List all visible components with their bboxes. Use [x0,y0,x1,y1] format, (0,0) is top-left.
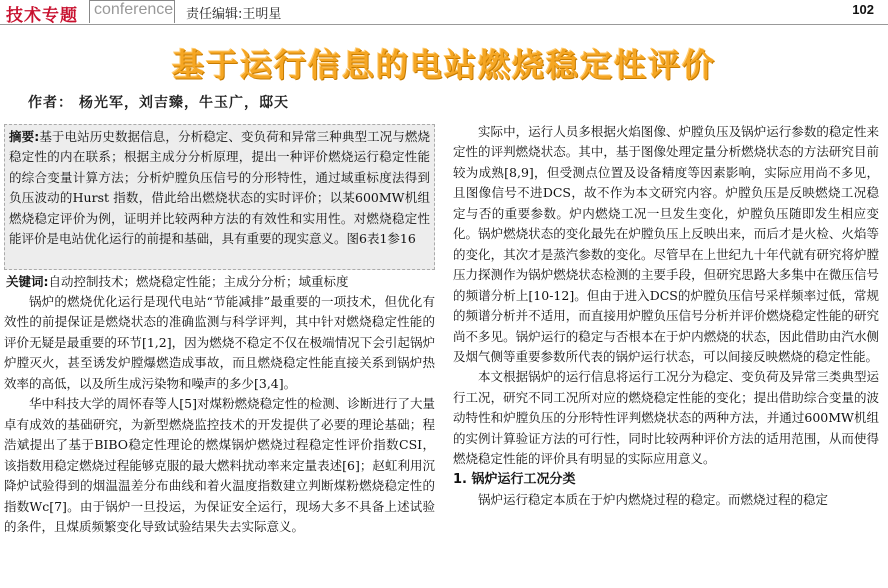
keywords-label: 关键词: [6,274,49,289]
body-paragraph: 锅炉的燃烧优化运行是现代电站“节能减排”最重要的一项技术，但优化有效性的前提保证是燃烧状态的准确监测与科学评判，其中针对燃烧稳定性能的评价无疑是最重要的环节[1,2]，因为燃烧不稳定不仅在极端情况下会引起锅炉炉膛灭火，甚至诱发炉膛爆燃造成事故，而且燃烧稳定性能直接关系到锅炉热效率的高低，以及所生成污染物和噪声的多少[3,4]。 [4,294,435,391]
right-column [453,122,879,511]
abstract-label: 摘要: [9,129,40,144]
body-paragraph: 实际中，运行人员多根据火焰图像、炉膛负压及锅炉运行参数的稳定性来定性的评判燃烧状态。其中，基于图像处理定量分析燃烧状态的方法研究目前较为成熟[8,9]，但受测点位置及设备精度等因素影响，实际应用尚不多见，且图像信号不进DCS，故不作为本文研究内容。炉膛负压是反映燃烧工况稳定与否的重要参数。炉内燃烧工况一旦发生变化，炉膛负压随即发生相应变化。锅炉燃烧状态的变化最先在炉膛负压上反映出来，而后才是火检、火焰等的变化，其次才是蒸汽参数的变化。尽管早在上世纪九十年代就有研究将炉膛压力探测作为锅炉燃烧状态检测的主要手段，但研究思路大多集中在微压信号的频谱分析上[10-12]。但由于进入DCS的炉膛负压信号采样频率过低，常规的频谱分析并不适用，而直接用炉膛负压信号分析并评价燃烧稳定性能的研究尚不多见。锅炉运行的稳定与否根本在于炉内燃烧的状态，因此借助由汽水侧及烟气侧等重要参数所代表的锅炉运行状态，可以间接反映燃烧的稳定性能。 [453,124,879,364]
author-label: 作者： [28,95,73,111]
left-column [4,292,435,537]
section-tag: 技术专题 [6,6,78,26]
body-paragraph: 华中科技大学的周怀春等人[5]对煤粉燃烧稳定性的检测、诊断进行了大量卓有成效的基础研究，为新型燃烧监控技术的开发提供了必要的理论基础；程浩斌提出了基于BIBO稳定性理论的燃煤锅炉燃烧过程稳定性评价指数CSI，该指数用稳定燃烧过程能够克服的最大燃料扰动率来定量表述[6]；赵虹利用沉降炉试验得到的烟温温差分布曲线和着火温度指数建立判断煤粉燃烧稳定性的指数Wc[7]。由于锅炉一旦投运，为保证安全运行，现场大多不具备上述试验的条件，且煤质频繁变化导致试验结果失去实际意义。 [4,396,435,534]
conference-label: conference [94,1,174,18]
keywords-text: 自动控制技术；燃烧稳定性能；主成分分析；域重标度 [48,274,349,289]
page-header [0,0,888,25]
body-paragraph: 锅炉运行稳定本质在于炉内燃烧过程的稳定。而燃烧过程的稳定 [478,492,829,508]
abstract-text: 基于电站历史数据信息，分析稳定、变负荷和异常三种典型工况与燃烧稳定性的内在联系；根据主成分分析原理，提出一种评价燃烧运行稳定性能的综合变量计算方法；分析炉膛负压信号的分形特性，通过域重标度法得到负压波动的Hurst 指数，借此给出燃烧状态的实时评价；以某600MW机组燃烧稳定评价为例，证明并比较两种方法的有效性和实用性。对燃烧稳定性能评价是电站优化运行的前提和基础，具有重要的现实意义。图6表1参16 [9,129,430,247]
abstract-box [4,124,435,270]
article-title: 基于运行信息的电站燃烧稳定性评价 [171,46,716,84]
author-line [28,92,289,112]
author-names: 杨光军，刘吉臻，牛玉广，邸天 [79,95,289,111]
section-heading: 1. 锅炉运行工况分类 [453,471,576,487]
body-paragraph: 本文根据锅炉的运行信息将运行工况分为稳定、变负荷及异常三类典型运行工况，研究不同工况所对应的燃烧稳定性能的变化；提出借助综合变量的波动特性和炉膛负压的分形特性评判燃烧状态的两种方法，并通过600MW机组的实例计算验证方法的可行性，同时比较两种评价方法的适用范围，从而使得燃烧稳定性能的评价具有明显的实际应用意义。 [453,369,879,467]
page-number: 102 [852,2,874,17]
editor-credit: 责任编辑:王明星 [186,7,282,22]
keywords [6,272,436,292]
